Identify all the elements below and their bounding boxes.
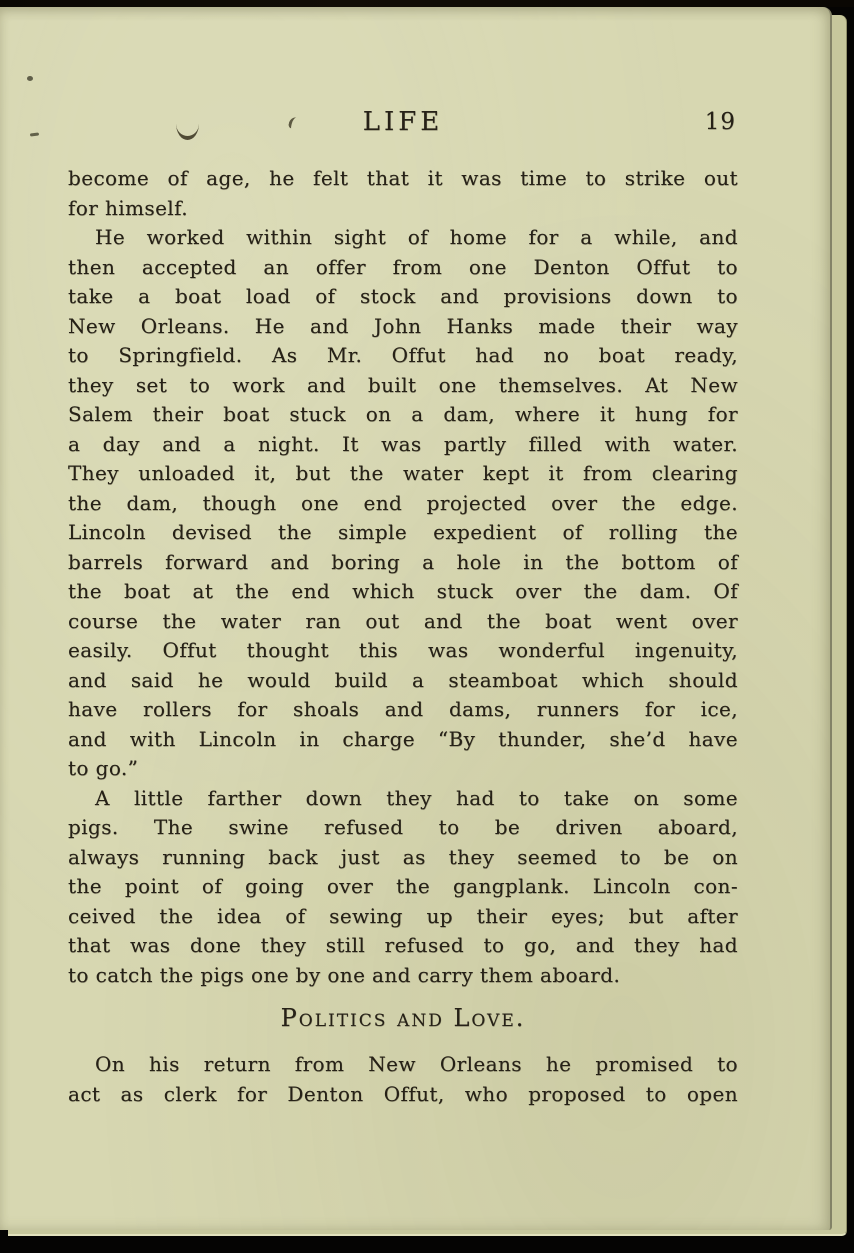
paragraph	[68, 164, 738, 223]
paragraph	[68, 223, 738, 784]
text-line: to catch the pigs one by one and carry them aboard.	[68, 962, 621, 987]
paragraph	[68, 784, 738, 991]
text-line: then accepted an offer from one Denton Offut to	[68, 254, 738, 279]
text-line: always running back just as they seemed to be on	[68, 844, 738, 869]
text-line: They unloaded it, but the water kept it from clearing	[68, 461, 738, 485]
book-page	[0, 7, 832, 1230]
paragraph	[68, 1050, 738, 1109]
text-line: become of age, he felt that it was time to strike out	[68, 166, 738, 190]
text-line: that was done they still refused to go, and they had	[68, 933, 738, 957]
page-number: 19	[704, 109, 736, 135]
text-line: and with Lincoln in charge “By thunder, she’d have	[68, 726, 738, 751]
section-heading: Politics and Love.	[280, 1004, 526, 1032]
text-line: barrels forward and boring a hole in the bottom of	[68, 549, 738, 574]
text-line: to Springfield. As Mr. Offut had no boat ready,	[68, 343, 738, 367]
text-line: to go.”	[68, 756, 139, 780]
text-line: have rollers for shoals and dams, runners for ice,	[68, 697, 738, 721]
text-line: the dam, though one end projected over the edge.	[68, 490, 738, 515]
text-line: a day and a night. It was partly filled with water.	[68, 431, 738, 456]
text-line: easily. Offut thought this was wonderful ingenuity,	[68, 638, 738, 662]
text-line: New Orleans. He and John Hanks made their way	[68, 313, 738, 338]
text-line: they set to work and built one themselves. At New	[68, 372, 738, 397]
text-line: Salem their boat stuck on a dam, where it hung for	[68, 402, 738, 426]
text-line: the point of going over the gangplank. Lincoln con-	[68, 874, 738, 898]
text-line: the boat at the end which stuck over the dam. Of	[68, 579, 738, 603]
text-line: take a boat load of stock and provisions down to	[68, 284, 738, 308]
text-line: Lincoln devised the simple expedient of rolling the	[68, 520, 738, 544]
text-line: On his return from New Orleans he promised to	[95, 1052, 738, 1076]
text-line: A little farther down they had to take on some	[95, 785, 738, 810]
ink-dash-mark	[30, 132, 39, 136]
page-body	[68, 164, 738, 1109]
page-header	[68, 106, 738, 138]
text-line: course the water ran out and the boat went over	[68, 608, 738, 633]
text-line: He worked within sight of home for a while, and	[95, 225, 738, 249]
text-line: ceived the idea of sewing up their eyes; but after	[68, 903, 738, 928]
text-line: and said he would build a steamboat which should	[68, 667, 738, 692]
ink-fleck-mark	[27, 76, 33, 81]
text-line: for himself.	[68, 195, 188, 220]
text-line: pigs. The swine refused to be driven aboard,	[68, 815, 738, 839]
scan-background-strip	[0, 0, 854, 7]
content-column	[68, 106, 738, 1109]
running-title: LIFE	[362, 107, 444, 137]
text-line: act as clerk for Denton Offut, who proposed to open	[68, 1081, 738, 1106]
